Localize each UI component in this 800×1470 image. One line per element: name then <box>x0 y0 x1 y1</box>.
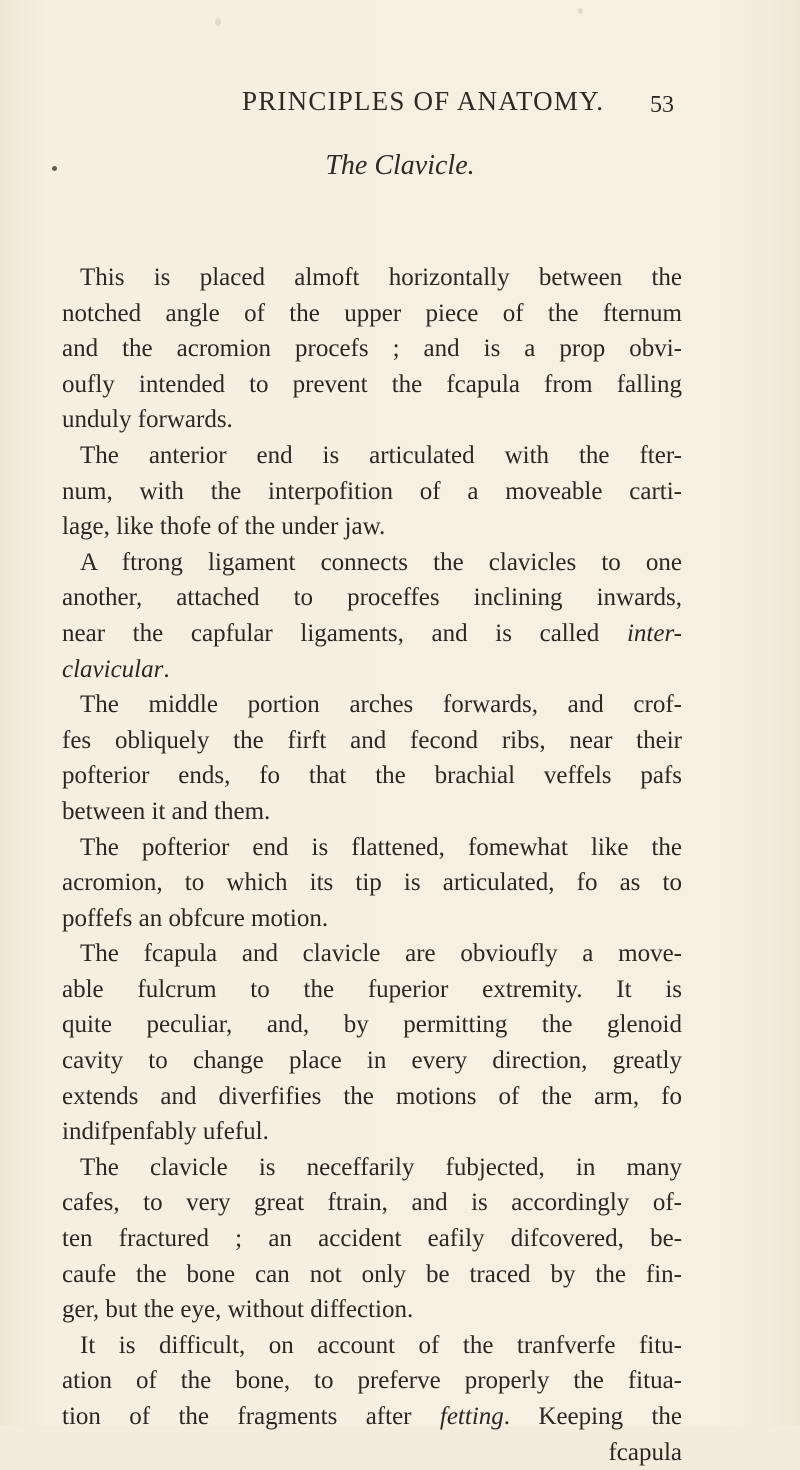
text-line <box>62 296 682 332</box>
paper-blemish <box>578 8 583 14</box>
text-line <box>62 367 682 403</box>
line-text: . Keeping the <box>503 1403 683 1430</box>
italic-term: fetting <box>439 1403 504 1430</box>
text-line <box>62 331 682 367</box>
line-text: tion of the fragments after <box>62 1403 412 1430</box>
line-text: unduly forwards. <box>62 406 233 434</box>
text-line <box>62 723 682 759</box>
text-line <box>62 1363 682 1399</box>
line-text: fes obliquely the firft and fecond ribs, near their <box>62 726 682 754</box>
text-line <box>62 1007 682 1043</box>
text-line <box>62 616 682 652</box>
italic-term: inter- <box>626 619 682 647</box>
line-text: extends and diverfifies the motions of the arm, fo <box>62 1082 682 1110</box>
text-line <box>62 1221 682 1257</box>
text-line <box>62 687 682 723</box>
line-text: ger, but the eye, without diffection. <box>62 1296 414 1324</box>
text-line <box>62 509 682 545</box>
line-text: between it and them. <box>62 797 271 825</box>
line-text: notched angle of the upper piece of the fternum <box>62 299 682 327</box>
text-line <box>62 901 682 937</box>
line-text: quite peculiar, and, by permitting the glenoid <box>62 1011 682 1039</box>
text-line <box>62 1043 682 1079</box>
text-line <box>62 545 682 581</box>
text-line <box>62 936 682 972</box>
text-line <box>62 1114 682 1150</box>
text-line <box>62 1150 682 1186</box>
text-line <box>62 1257 682 1293</box>
line-text: The anterior end is articulated with the fter- <box>80 441 682 469</box>
line-text: The fcapula and clavicle are obvioufly a move- <box>80 940 682 968</box>
line-text: indifpenfably ufeful. <box>62 1118 269 1146</box>
line-text: It is difficult, on account of the tranfverfe fitu- <box>80 1331 682 1359</box>
text-line <box>62 474 682 510</box>
line-text: oufly intended to prevent the fcapula from falling <box>62 370 682 398</box>
line-text: and the acromion procefs ; and is a prop obvi- <box>62 335 682 363</box>
line-text: The middle portion arches forwards, and crof- <box>80 691 682 719</box>
page-number: 53 <box>650 92 674 118</box>
italic-term: clavicular <box>62 655 164 683</box>
line-text: pofterior ends, fo that the brachial veffels pafs <box>62 762 682 790</box>
text-line <box>62 1399 682 1435</box>
text-line <box>62 865 682 901</box>
line-text: another, attached to proceffes inclining inwards, <box>62 584 682 612</box>
text-line <box>62 830 682 866</box>
text-line <box>62 402 682 438</box>
text-line <box>62 580 682 616</box>
text-line <box>62 1079 682 1115</box>
text-line <box>62 1292 682 1328</box>
text-line <box>62 1435 682 1470</box>
text-line <box>62 1328 682 1364</box>
section-title: The Clavicle. <box>325 150 475 181</box>
line-text: ation of the bone, to preferve properly the fitua- <box>62 1367 682 1395</box>
line-text: lage, like thofe of the under jaw. <box>62 513 386 541</box>
paper-blemish <box>215 18 221 26</box>
line-text: poffefs an obfcure motion. <box>62 904 329 932</box>
text-line <box>62 438 682 474</box>
text-line <box>62 260 682 296</box>
line-text: acromion, to which its tip is articulated, fo as to <box>62 869 682 897</box>
line-text: A ftrong ligament connects the clavicles to one <box>80 548 682 576</box>
body-text <box>62 260 682 1470</box>
line-text: This is placed almoft horizontally between the <box>80 264 682 291</box>
line-text: ten fractured ; an accident eafily difcovered, be- <box>62 1225 682 1253</box>
text-line <box>62 652 682 688</box>
line-text: able fulcrum to the fuperior extremity. It is <box>62 975 682 1003</box>
line-text: num, with the interpofition of a moveable carti- <box>62 477 682 505</box>
line-text: fcapula <box>608 1438 682 1466</box>
line-text: cafes, to very great ftrain, and is accordingly of- <box>62 1189 682 1217</box>
line-text: The clavicle is neceffarily fubjected, in many <box>80 1153 682 1181</box>
text-line <box>62 972 682 1008</box>
text-line <box>62 794 682 830</box>
text-line <box>62 758 682 794</box>
running-head: PRINCIPLES OF ANATOMY. <box>242 86 605 116</box>
line-text: caufe the bone can not only be traced by the fin- <box>62 1260 682 1288</box>
line-text: cavity to change place in every direction, greatly <box>62 1047 682 1075</box>
line-text: near the capfular ligaments, and is called <box>62 619 600 647</box>
line-text: The pofterior end is flattened, fomewhat like the <box>80 833 682 861</box>
line-text: . <box>163 655 170 683</box>
text-line <box>62 1185 682 1221</box>
